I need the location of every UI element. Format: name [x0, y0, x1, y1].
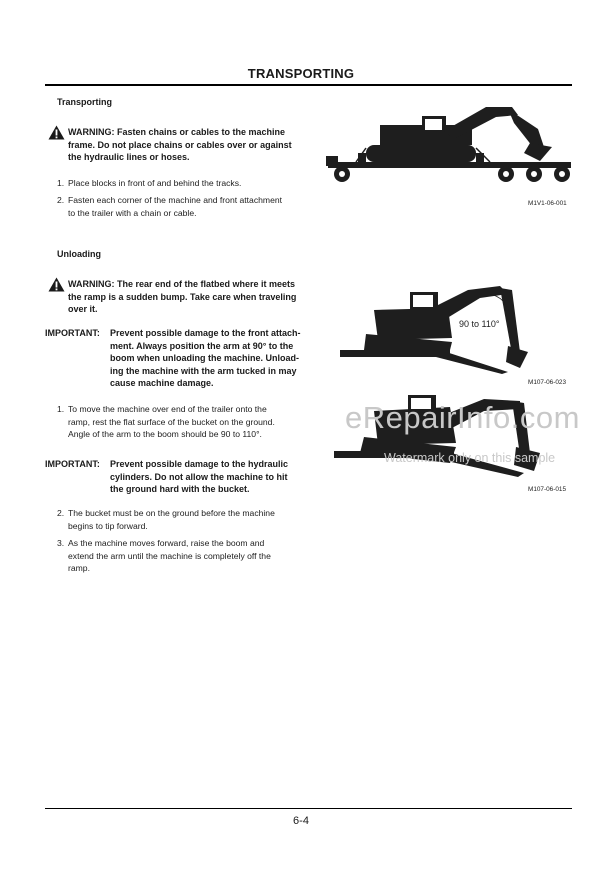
important-line: cylinders. Do not allow the machine to hit	[110, 471, 288, 482]
step-number: 2.	[57, 508, 65, 518]
step-number: 1.	[57, 404, 65, 414]
step-line: To move the machine over end of the trailer onto the	[68, 404, 267, 414]
watermark-sub: Watermark only on this sample	[384, 451, 556, 465]
step-number: 3.	[57, 538, 65, 548]
figure-caption-2: M107-06-023	[528, 379, 567, 386]
step-number: 1.	[57, 178, 65, 188]
step-line: ramp.	[68, 563, 90, 573]
angle-label: 90 to 110°	[459, 319, 500, 329]
figure-caption-1: M1V1-06-001	[528, 200, 567, 207]
excavator-unloading-figure	[340, 282, 540, 374]
page-title: TRANSPORTING	[247, 66, 355, 81]
important-line: Prevent possible damage to the front attach-	[110, 328, 301, 338]
figure-caption-3: M107-06-015	[528, 486, 567, 493]
warning-icon	[48, 125, 65, 140]
section-title-transporting: Transporting	[57, 97, 113, 107]
warning-text-transporting	[68, 126, 328, 164]
warning-line: the ramp is a sudden bump. Take care when traveling	[68, 291, 297, 302]
transport-step-2	[57, 194, 327, 219]
warning-line: frame. Do not place chains or cables over or against	[68, 139, 292, 150]
step-line: As the machine moves forward, raise the boom and	[68, 538, 265, 548]
unload-step-1	[57, 403, 327, 441]
important-line: ing the machine with the arm tucked in may	[110, 365, 297, 376]
warning-line: over it.	[68, 304, 98, 314]
important-text-1	[110, 327, 330, 390]
important-text-2	[110, 458, 330, 496]
important-line: boom when unloading the machine. Unload-	[110, 353, 299, 363]
warning-line: the hydraulic lines or hoses.	[68, 152, 190, 162]
step-line: Place blocks in front of and behind the tracks.	[68, 178, 242, 188]
step-line: ramp, rest the flat surface of the bucket on the ground.	[68, 416, 275, 427]
important-line: Prevent possible damage to the hydraulic	[110, 459, 289, 469]
step-line: Fasten each corner of the machine and front attachment	[68, 195, 283, 205]
step-line: Angle of the arm to the boom should be 90 to 110°.	[68, 429, 262, 439]
page-number: 6-4	[293, 815, 309, 827]
warning-line: WARNING: Fasten chains or cables to the machine	[68, 127, 286, 137]
footer-rule	[45, 808, 572, 809]
transport-step-1	[57, 177, 327, 190]
important-line: cause machine damage.	[110, 378, 214, 388]
unload-step-3	[57, 537, 327, 575]
warning-line: WARNING: The rear end of the flatbed where it meets	[68, 279, 296, 289]
warning-icon	[48, 277, 65, 292]
important-label: IMPORTANT:	[45, 459, 100, 469]
section-title-unloading: Unloading	[57, 249, 101, 259]
important-line: ment. Always position the arm at 90° to the	[110, 340, 294, 351]
step-line: to the trailer with a chain or cable.	[68, 207, 197, 218]
warning-text-unloading	[68, 278, 328, 316]
header-rule	[45, 84, 572, 86]
step-line: The bucket must be on the ground before the machine	[68, 508, 275, 518]
excavator-on-trailer-figure	[326, 103, 572, 189]
unload-step-2	[57, 507, 327, 532]
watermark-main: eRepairInfo.com	[345, 400, 580, 435]
step-number: 2.	[57, 195, 65, 205]
step-line: extend the arm until the machine is completely off the	[68, 550, 271, 561]
step-line: begins to tip forward.	[68, 520, 148, 531]
important-label: IMPORTANT:	[45, 328, 100, 338]
important-line: the ground hard with the bucket.	[110, 484, 250, 494]
